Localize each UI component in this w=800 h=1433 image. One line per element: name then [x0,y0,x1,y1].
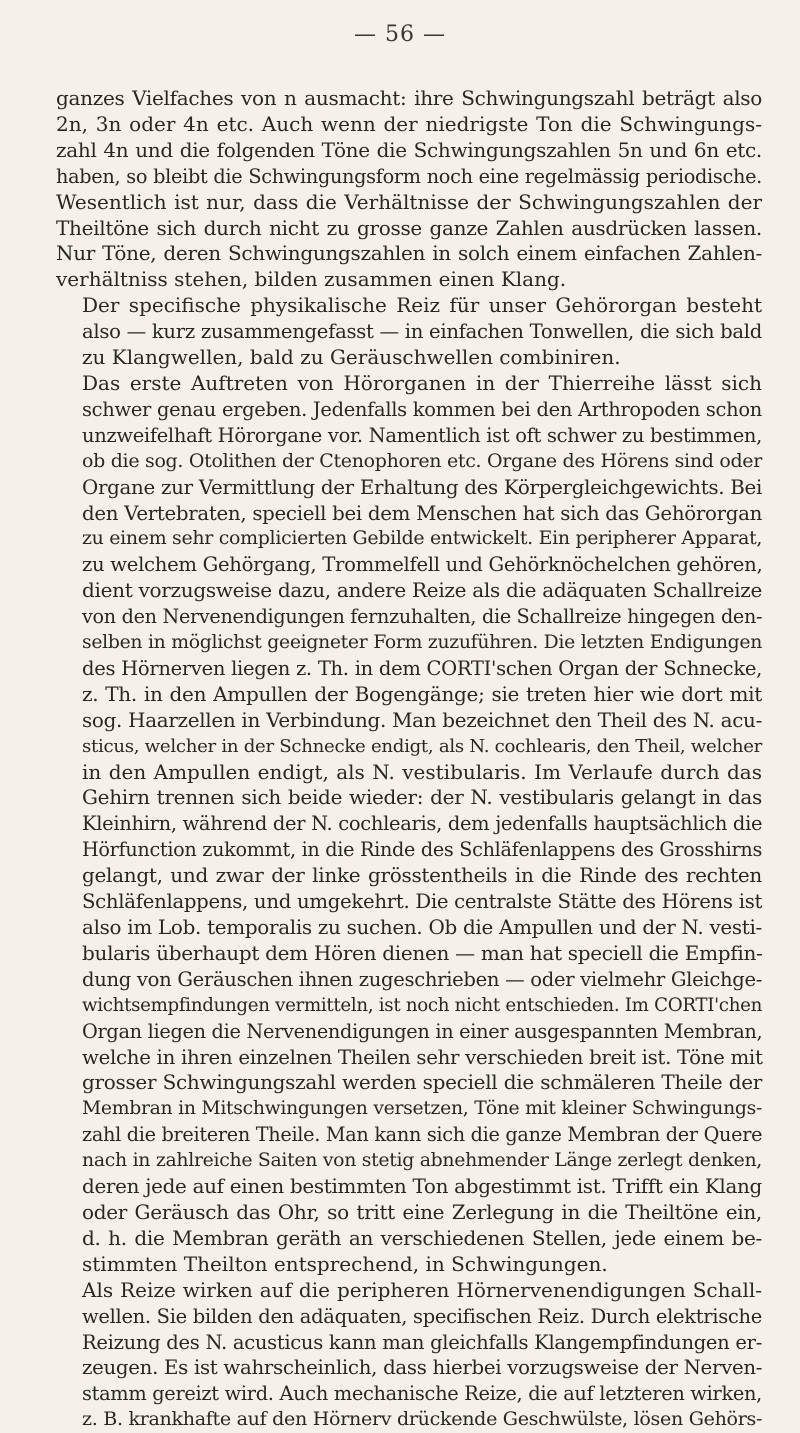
text-line: unzweifelhaft Hörorgane vor. Namentlich ist oft schwer zu bestimmen, [82,423,762,447]
text-line: wichtsempfindungen vermitteln, ist noch nicht entschieden. Im CORTI'chen [82,994,762,1016]
text-line: Reizung des N. acusticus kann man gleichfalls Klangempfindungen er- [82,1330,762,1354]
text-line: bularis überhaupt dem Hören dienen — man hat speciell die Empfin- [82,940,763,965]
text-line: Wesentlich ist nur, dass die Verhältnisse der Schwingungszahlen der [56,189,762,214]
text-line: Das erste Auftreten von Hörorganen in der Thierreihe lässt sich [82,370,762,395]
text-line: Nur Töne, deren Schwingungszahlen in solch einem einfachen Zahlen- [56,241,762,266]
text-line: Theiltöne sich durch nicht zu grosse ganze Zahlen ausdrücken lassen. [56,215,762,240]
text-line: haben, so bleibt die Schwingungsform noch eine regelmässig periodische. [56,164,762,188]
text-line: zeugen. Es ist wahrscheinlich, dass hierbei vorzugsweise der Nerven- [82,1356,763,1380]
paragraph [56,1278,762,1433]
text-line: Der specifische physikalische Reiz für unser Gehörorgan besteht [82,293,762,318]
text-line: deren jede auf einen bestimmten Ton abgestimmt ist. Trifft ein Klang [82,1175,762,1199]
text-line: d. h. die Membran geräth an verschiedenen Stellen, jede einem be- [82,1225,762,1250]
text-line: selben in möglichst geeigneter Form zuzuführen. Die letzten Endigungen [82,632,762,654]
text-line: also — kurz zusammengefasst — in einfachen Tonwellen, die sich bald [82,320,762,344]
text-line: dung von Geräuschen ihnen zugeschrieben — oder vielmehr Gleichge- [82,967,763,991]
text-line: Organ liegen die Nervenendigungen in einer ausgespannten Membran, [82,1019,763,1043]
text-line: von den Nervenendigungen fernzuhalten, die Schallreize hingegen den- [82,605,763,629]
page-number: — 56 — [354,22,446,47]
text-line: verhältniss stehen, bilden zusammen einen Klang. [56,267,567,292]
text-line: sticus, welcher in der Schnecke endigt, als N. cochlearis, den Theil, welcher [82,735,763,757]
text-line: z. Th. in den Ampullen der Bogengänge; sie treten hier wie dort mit [82,681,762,706]
text-line: z. B. krankhafte auf den Hörnerv drückende Geschwülste, lösen Gehörs- [82,1408,763,1431]
text-line: Gehirn trennen sich beide wieder: der N. vestibularis gelangt in das [82,785,762,810]
text-line: Organe zur Vermittlung der Erhaltung des Körpergleichgewichts. Bei [82,475,763,499]
text-line: zu einem sehr complicierten Gebilde entwickelt. Ein peripherer Apparat, [82,527,763,550]
text-line: in den Ampullen endigt, als N. vestibularis. Im Verlaufe durch das [82,759,762,784]
text-line: Hörfunction zukommt, in die Rinde des Schläfenlappens des Grosshirns [82,838,762,862]
text-line: des Hörnerven liegen z. Th. in dem CORTI'schen Organ der Schnecke, [82,656,762,680]
text-line: grosser Schwingungszahl werden speciell die schmäleren Theile der [82,1070,762,1095]
paragraph [56,293,762,371]
text-line: stamm gereizt wird. Auch mechanische Reize, die auf letzteren wirken, [82,1382,762,1406]
text-line: Membran in Mitschwingungen versetzen, Töne mit kleiner Schwingungs- [82,1098,762,1120]
text-line: stimmten Theilton entsprechend, in Schwingungen. [82,1251,608,1276]
body-text [56,86,762,1433]
paragraph [56,371,762,1278]
text-line: dient vorzugsweise dazu, andere Reize als die adäquaten Schallreize [82,578,762,603]
text-line: zu Klangwellen, bald zu Geräuschwellen combiniren. [82,345,621,370]
text-line: zahl die breiteren Theile. Man kann sich die ganze Membran der Quere [82,1123,763,1147]
text-line: wellen. Sie bilden den adäquaten, specifischen Reiz. Durch elektrische [82,1304,762,1328]
text-line: Kleinhirn, während der N. cochlearis, dem jedenfalls hauptsächlich die [82,812,763,836]
paragraph [56,86,762,293]
text-line: 2n, 3n oder 4n etc. Auch wenn der niedrigste Ton die Schwingungs- [56,111,762,136]
text-line: also im Lob. temporalis zu suchen. Ob die Ampullen und der N. vesti- [82,916,762,939]
text-line: schwer genau ergeben. Jedenfalls kommen bei den Arthropoden schon [82,397,762,421]
text-line: zahl 4n und die folgenden Töne die Schwingungszahlen 5n und 6n etc. [56,137,762,162]
text-line: gelangt, und zwar der linke grösstentheils in die Rinde des rechten [82,863,762,888]
text-line: ob die sog. Otolithen der Ctenophoren etc. Organe des Hörens sind oder [82,449,762,472]
text-line: den Vertebraten, speciell bei dem Menschen hat sich das Gehörorgan [82,501,763,525]
text-line: oder Geräusch das Ohr, so tritt eine Zerlegung in die Theiltöne ein, [82,1199,762,1224]
text-line: sog. Haarzellen in Verbindung. Man bezeichnet den Theil des N. acu- [82,708,762,732]
text-line: Als Reize wirken auf die peripheren Hörnervenendigungen Schall- [82,1277,762,1302]
text-line: Schläfenlappens, und umgekehrt. Die centralste Stätte des Hörens ist [82,890,763,914]
text-line: welche in ihren einzelnen Theilen sehr verschieden breit ist. Töne mit [82,1045,763,1069]
text-line: nach in zahlreiche Saiten von stetig abnehmender Länge zerlegt denken, [82,1150,762,1172]
text-line: zu welchem Gehörgang, Trommelfell und Gehörknöchelchen gehören, [82,553,763,577]
text-line: ganzes Vielfaches von n ausmacht: ihre Schwingungszahl beträgt also [56,86,762,110]
